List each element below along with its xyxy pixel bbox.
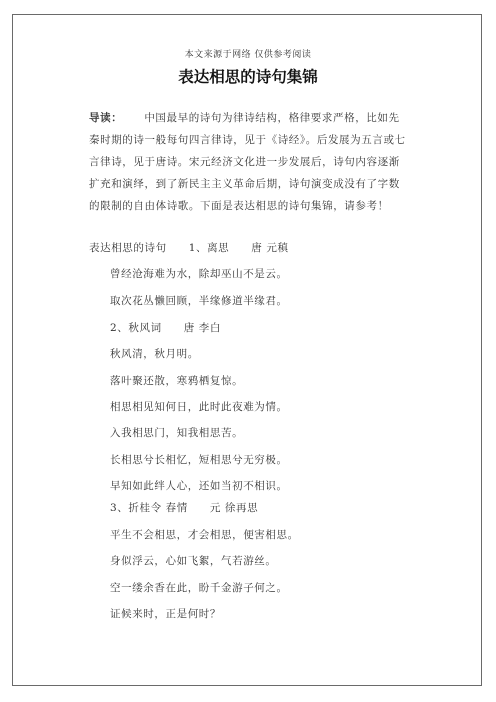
poem3-title: 3、折桂令 春情 [110, 502, 188, 514]
poem-line: 身似浮云，心如飞絮，气若游丝。 [110, 555, 277, 567]
document-title: 表达相思的诗句集锦 [178, 68, 318, 86]
poem-line: 曾经沧海难为水，除却巫山不是云。 [110, 268, 288, 280]
poem1-title: 1、离思 [188, 242, 230, 254]
poem2-heading-line [110, 320, 221, 335]
source-notice: 本文来源于网络 仅供参考阅读 [184, 50, 312, 60]
poem2-title: 2、秋风词 [110, 322, 162, 334]
poem1-heading-line [89, 240, 289, 255]
poem3-author: 徐再思 [224, 502, 259, 514]
poem-line: 入我相思门，知我相思苦。 [110, 427, 244, 439]
poem-line: 落叶聚还散，寒鸦栖复惊。 [110, 375, 244, 387]
poem-line: 早知如此绊人心，还如当初不相识。 [110, 480, 288, 492]
section-heading: 表达相思的诗句 [89, 242, 167, 254]
intro-label: 导读： [89, 112, 123, 124]
intro-text: 中国最早的诗句为律诗结构，格律要求严格，比如先秦时期的诗一般每句四言律诗，见于《诗经》。后发展为五言或七言律诗，见于唐诗。宋元经济文化进一步发展后，诗句内容逐渐扩充和演绎，到了新民主主义革命后期，诗句演变成没有了字数的限制的自由体诗歌。下面是表达相思的诗句集锦，请参考！ [89, 112, 406, 212]
poem-line: 空一缕余香在此，盼千金游子何之。 [110, 582, 288, 594]
poem-line: 平生不会相思，才会相思，便害相思。 [110, 529, 299, 541]
poem1-author: 元稹 [266, 242, 289, 254]
intro-paragraph [89, 107, 407, 217]
poem-line: 相思相见知何日，此时此夜难为情。 [110, 401, 288, 413]
poem3-dynasty: 元 [209, 502, 221, 514]
poem-line: 证候来时，正是何时？ [110, 608, 221, 620]
poem3-heading-line [110, 500, 258, 515]
poem1-dynasty: 唐 [251, 242, 263, 254]
poem-line: 长相思兮长相忆，短相思兮无穷极。 [110, 454, 288, 466]
poem2-author: 李白 [198, 322, 221, 334]
poem-line: 秋风清，秋月明。 [110, 348, 199, 360]
poem2-dynasty: 唐 [183, 322, 195, 334]
poem-line: 取次花丛懒回顾，半缘修道半缘君。 [110, 295, 288, 307]
